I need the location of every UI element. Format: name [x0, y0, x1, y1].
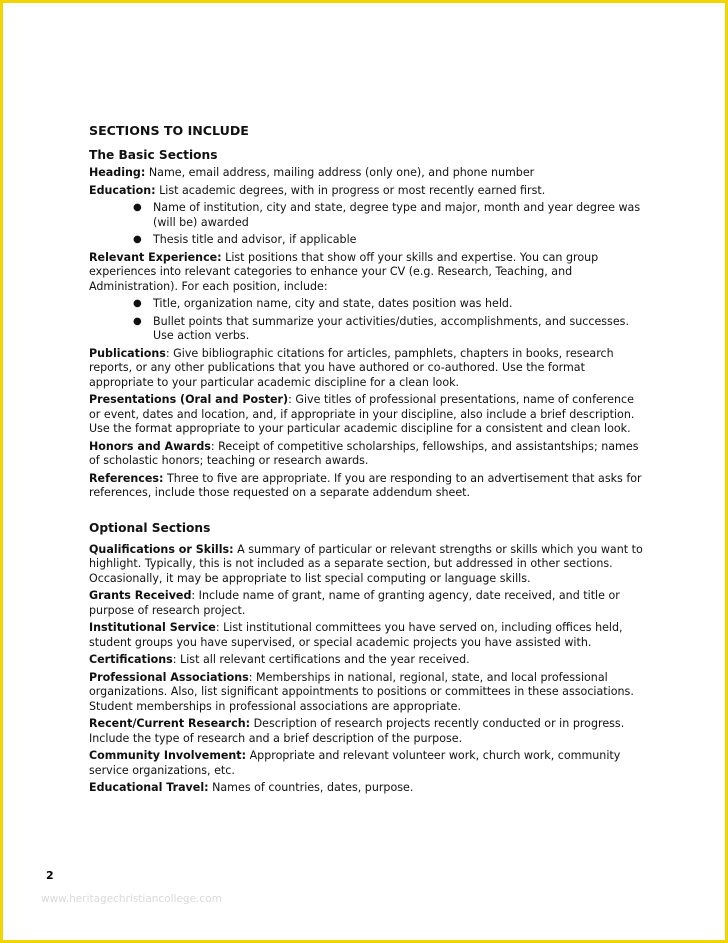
entry-label: Qualifications or Skills: — [89, 542, 234, 556]
entry-label: Honors and Awards — [89, 439, 211, 453]
entry-institutional-service — [89, 621, 645, 650]
entry-publications — [89, 347, 645, 391]
list-item: ● Title, organization name, city and state, dates position was held. — [133, 297, 513, 310]
bullet-icon: ● — [133, 315, 142, 327]
entry-label: References: — [89, 471, 164, 485]
entry-text: Appropriate and relevant volunteer work, church work, community service organizations, etc. — [89, 749, 621, 777]
entry-text: : Memberships in national, regional, state, and local professional organizations. Also, list significant appointments to positions or committees in these associations. Student memberships in professional associations are appropriate. — [89, 670, 634, 713]
entry-text: : Include name of grant, name of granting agency, date received, and title or purpose of research project. — [89, 589, 620, 617]
entry-label: Presentations (Oral and Poster) — [89, 393, 289, 406]
entry-label: Community Involvement: — [89, 749, 247, 762]
entry-label: Relevant Experience: — [89, 250, 222, 264]
entry-text: Description of research projects recently conducted or in progress. Include the type of research and a brief description of the purpose. — [89, 717, 625, 745]
education-bullet-list — [89, 201, 645, 248]
entry-label: Professional Associations — [89, 670, 249, 684]
entry-text: A summary of particular or relevant strengths or skills which you want to highlight. Typically, this is not included as a separate section, but addressed in other sections. Occasionally, it may be appropriate to list special computing or language skills. — [89, 542, 643, 585]
entry-education — [89, 184, 645, 199]
entry-text: : Receipt of competitive scholarships, fellowships, and assistantships; names of scholastic honors; teaching or research awards. — [89, 439, 639, 467]
entry-label: Publications — [89, 346, 166, 360]
document-page — [3, 3, 725, 940]
watermark: www.heritagechristiancollege.com — [41, 893, 222, 905]
entry-current-research — [89, 717, 645, 746]
entry-qualifications — [89, 543, 645, 587]
document-body — [89, 123, 645, 799]
list-item: ● Name of institution, city and state, degree type and major, month and year degree was (will be) awarded — [133, 201, 641, 229]
entry-references — [89, 472, 645, 501]
list-item: ● Thesis title and advisor, if applicable — [133, 233, 357, 246]
bullet-icon: ● — [133, 202, 142, 213]
entry-grants — [89, 589, 645, 618]
entry-professional-associations — [89, 671, 645, 715]
entry-relevant-experience — [89, 251, 645, 295]
optional-sections-heading: Optional Sections — [89, 520, 211, 535]
entry-text: : Give bibliographic citations for articles, pamphlets, chapters in books, research reports, or any other publications that you have authored or co-authored. Use the format appropriate to your particular academic discipline for a clean look. — [89, 346, 614, 389]
basic-sections-heading: The Basic Sections — [89, 148, 218, 162]
entry-label: Education: — [89, 183, 156, 197]
entry-label: Heading: — [89, 166, 146, 179]
entry-text: : List all relevant certifications and the year received. — [172, 653, 470, 666]
page-number: 2 — [46, 869, 54, 882]
entry-label: Educational Travel: — [89, 781, 209, 794]
entry-educational-travel — [89, 781, 645, 796]
experience-bullet-list — [89, 297, 645, 344]
entry-label: Institutional Service — [89, 621, 216, 634]
entry-label: Certifications — [89, 653, 173, 666]
entry-label: Grants Received — [89, 589, 192, 602]
entry-heading — [89, 166, 645, 181]
entry-text: Names of countries, dates, purpose. — [208, 781, 414, 794]
entry-honors — [89, 440, 645, 469]
bullet-icon: ● — [133, 234, 142, 245]
entry-community-involvement — [89, 749, 645, 778]
entry-text: List positions that show off your skills and expertise. You can group experiences into relevant categories to enhance your CV (e.g. Research, Teaching, and Administration). For each position, include: — [89, 250, 599, 293]
bullet-icon: ● — [133, 298, 142, 309]
entry-certifications — [89, 653, 645, 668]
entry-text: : Give titles of professional presentations, name of conference or event, dates and location, and, if appropriate in your discipline, also include a brief description. Use the format appropriate to your particular academic discipline for a consistent and clean look. — [89, 393, 635, 435]
list-item: ● Bullet points that summarize your activities/duties, accomplishments, and successes. Use action verbs. — [133, 314, 629, 342]
entry-text: List academic degrees, with in progress or most recently earned first. — [155, 183, 546, 197]
entry-label: Recent/Current Research: — [89, 717, 251, 730]
page-title: SECTIONS TO INCLUDE — [89, 123, 249, 138]
entry-presentations — [89, 393, 645, 437]
entry-text: Name, email address, mailing address (only one), and phone number — [145, 166, 535, 179]
entry-text: : List institutional committees you have served on, including offices held, student groups you have supervised, or special academic projects you have assisted with. — [89, 621, 623, 649]
entry-text: Three to five are appropriate. If you are responding to an advertisement that asks for references, include those requested on a separate addendum sheet. — [89, 471, 642, 499]
